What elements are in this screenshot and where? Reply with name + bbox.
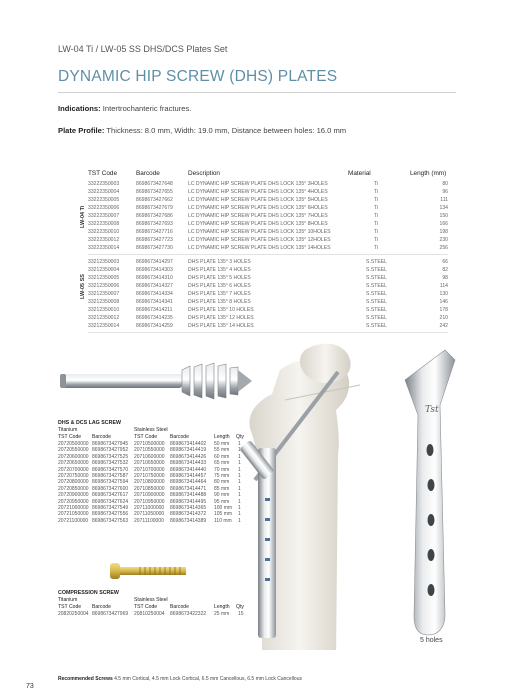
lag-cell-length: 60 mm bbox=[214, 453, 230, 460]
femur-with-plate-image bbox=[239, 344, 360, 650]
lag-cell-ti_bar: 8698673427600 bbox=[92, 485, 129, 492]
lag-cell-ti_code: 20721000000 bbox=[58, 505, 89, 511]
tst-cell-barcode: 8698673427693 bbox=[136, 221, 173, 227]
lag-cell-qty: 1 bbox=[238, 447, 241, 454]
lag-cell-ti_code: 20721100000 bbox=[58, 517, 89, 524]
tst-cell-description: DHS PLATE 135° 5 HOLES bbox=[188, 275, 251, 281]
lag-cell-ss_code: 20710700000 bbox=[134, 466, 165, 473]
tst-cell-length: 178 bbox=[439, 307, 448, 313]
tst-cell-length: 198 bbox=[439, 229, 448, 235]
lag-header-barcode: Barcode bbox=[92, 434, 111, 440]
tst-cell-code: 33222350008 bbox=[88, 221, 120, 227]
tst-cell-material: Ti bbox=[373, 229, 379, 235]
tst-cell-description: DHS PLATE 135° 3 HOLES bbox=[188, 259, 251, 265]
tst-cell-code: 33212350012 bbox=[88, 315, 120, 321]
lag-cell-ti_bar: 8698673427952 bbox=[92, 447, 129, 454]
lag-screw-title: DHS & DCS LAG SCREW bbox=[58, 420, 121, 426]
lag-header-length: Length bbox=[214, 434, 230, 440]
tst-cell-code: 33222350005 bbox=[88, 197, 120, 203]
recommended-screws-line bbox=[58, 676, 302, 682]
lag-cell-ti_code: 20720850000 bbox=[58, 485, 89, 492]
compression-screw-image bbox=[110, 563, 186, 579]
lag-cell-ss_bar: 8698673414389 bbox=[170, 517, 207, 524]
lag-cell-ss_bar: 8698673414471 bbox=[170, 485, 207, 492]
tst-cell-code: 33222350010 bbox=[88, 229, 120, 235]
lag-cell-ss_bar: 8698673414464 bbox=[170, 479, 207, 486]
tst-cell-barcode: 8698673427723 bbox=[136, 237, 173, 243]
tst-cell-barcode: 8698673414235 bbox=[136, 315, 173, 321]
plate-profile-line bbox=[58, 126, 346, 135]
tst-cell-barcode: 8698673414259 bbox=[136, 323, 173, 329]
lag-cell-ti_code: 20721050000 bbox=[58, 511, 89, 518]
comp-length: 25 mm bbox=[214, 611, 230, 617]
plate-profile-text: Thickness: 8.0 mm, Width: 19.0 mm, Distance between holes: 16.0 mm bbox=[106, 126, 347, 135]
tst-cell-barcode: 8698673414327 bbox=[136, 283, 173, 289]
comp-ss-code: 20810250004 bbox=[134, 611, 165, 617]
tst-cell-material: S.STEEL bbox=[366, 299, 387, 305]
lag-cell-ss_code: 20710600000 bbox=[134, 453, 165, 460]
lag-cell-ti_bar: 8698673427617 bbox=[92, 492, 129, 499]
lag-cell-length: 75 mm bbox=[214, 473, 230, 479]
comp-header-barcode: Barcode bbox=[92, 604, 111, 610]
lag-cell-qty: 1 bbox=[238, 492, 241, 499]
tst-header-barcode: Barcode bbox=[136, 170, 160, 177]
tst-header-length: Length (mm) bbox=[410, 170, 447, 177]
lag-material-ss: Stainless Steel bbox=[134, 427, 168, 433]
lag-cell-length: 110 mm bbox=[214, 517, 232, 524]
lag-cell-ss_code: 20711000000 bbox=[134, 505, 165, 511]
lag-cell-ti_bar: 8698673427532 bbox=[92, 460, 129, 467]
recommended-screws-text: 4.5 mm Cortical, 4.5 mm Lock Cortical, 6.5 mm Cancellous, 6.5 mm Lock Cancellous bbox=[114, 676, 302, 682]
lag-cell-ss_bar: 8698673414488 bbox=[170, 492, 207, 499]
tst-cell-material: S.STEEL bbox=[366, 307, 387, 313]
lag-header-code: TST Code bbox=[58, 434, 82, 440]
title-divider bbox=[58, 92, 456, 93]
lag-cell-ti_code: 20720950000 bbox=[58, 498, 89, 505]
tst-cell-barcode: 8698673427716 bbox=[136, 229, 173, 235]
lag-cell-length: 65 mm bbox=[214, 460, 230, 467]
tst-cell-description: DHS PLATE 135° 12 HOLES bbox=[188, 315, 254, 321]
tst-cell-barcode: 8698673414297 bbox=[136, 259, 173, 265]
lag-cell-qty: 1 bbox=[238, 485, 241, 492]
lag-cell-ti_bar: 8698673427563 bbox=[92, 517, 129, 524]
tst-cell-length: 82 bbox=[442, 267, 448, 273]
tst-cell-length: 98 bbox=[442, 275, 448, 281]
tst-cell-barcode: 8698673427686 bbox=[136, 213, 173, 219]
lag-cell-ss_code: 20710500000 bbox=[134, 441, 165, 447]
lag-cell-length: 95 mm bbox=[214, 498, 230, 505]
tst-cell-code: 33222350003 bbox=[88, 181, 120, 187]
lag-cell-ss_code: 20710800000 bbox=[134, 479, 165, 486]
lag-cell-ss_code: 20710550000 bbox=[134, 447, 165, 454]
tst-cell-code: 33222350012 bbox=[88, 237, 120, 243]
lag-cell-ti_code: 20720500000 bbox=[58, 441, 89, 447]
lag-cell-ss_code: 20711050000 bbox=[134, 511, 165, 518]
lag-cell-length: 90 mm bbox=[214, 492, 230, 499]
lag-material-ti: Titanium bbox=[58, 427, 78, 433]
tst-cell-code: 33222350006 bbox=[88, 205, 120, 211]
lag-cell-ss_bar: 8698673414402 bbox=[170, 441, 207, 447]
tst-cell-material: S.STEEL bbox=[366, 283, 387, 289]
tst-cell-length: 242 bbox=[439, 323, 448, 329]
tst-cell-barcode: 8698673414211 bbox=[136, 307, 173, 313]
compression-screw-title: COMPRESSION SCREW bbox=[58, 590, 119, 596]
tst-cell-length: 111 bbox=[440, 197, 448, 203]
lag-header-qty: Qty bbox=[236, 434, 244, 440]
tst-cell-code: 33212350010 bbox=[88, 307, 120, 313]
tst-cell-code: 33212350004 bbox=[88, 267, 120, 273]
lag-cell-length: 50 mm bbox=[214, 441, 230, 447]
tst-cell-description: LC DYNAMIC HIP SCREW PLATE DHS LOCK 135° 12HOLES bbox=[188, 237, 331, 243]
comp-header-length: Length bbox=[214, 604, 230, 610]
tst-header-description: Description bbox=[188, 170, 220, 177]
lag-cell-qty: 1 bbox=[238, 517, 241, 524]
tst-cell-material: S.STEEL bbox=[366, 323, 387, 329]
tst-cell-description: LC DYNAMIC HIP SCREW PLATE DHS LOCK 135° 14HOLES bbox=[188, 245, 331, 251]
lag-cell-ss_bar: 8698673414419 bbox=[170, 447, 207, 454]
tst-cell-material: S.STEEL bbox=[366, 291, 387, 297]
indications-label: Indications: bbox=[58, 104, 101, 113]
tst-cell-material: S.STEEL bbox=[366, 275, 387, 281]
tst-cell-code: 33222350004 bbox=[88, 189, 120, 195]
lag-cell-qty: 1 bbox=[238, 473, 241, 479]
lag-cell-ss_bar: 8698673414426 bbox=[170, 453, 207, 460]
lag-cell-ti_code: 20720800000 bbox=[58, 479, 89, 486]
indications-text: Intertrochanteric fractures. bbox=[102, 104, 192, 113]
lag-cell-qty: 1 bbox=[238, 505, 241, 511]
lag-cell-ss_bar: 8698673414440 bbox=[170, 466, 207, 473]
tst-cell-description: LC DYNAMIC HIP SCREW PLATE DHS LOCK 135° 6HOLES bbox=[188, 205, 328, 211]
lag-cell-ti_code: 20720700000 bbox=[58, 466, 89, 473]
tst-cell-material: S.STEEL bbox=[366, 315, 387, 321]
tst-cell-description: LC DYNAMIC HIP SCREW PLATE DHS LOCK 135° 10HOLES bbox=[188, 229, 331, 235]
indications-line bbox=[58, 104, 191, 113]
figure-caption: 5 holes bbox=[420, 637, 443, 644]
tst-cell-material: S.STEEL bbox=[366, 267, 387, 273]
lag-cell-length: 100 mm bbox=[214, 505, 233, 511]
tst-cell-code: 33212350014 bbox=[88, 323, 120, 329]
tst-cell-description: DHS PLATE 135° 4 HOLES bbox=[188, 267, 251, 273]
lag-cell-ti_code: 20720650000 bbox=[58, 460, 89, 467]
comp-material-ti: Titanium bbox=[58, 597, 78, 603]
tst-cell-description: DHS PLATE 135° 10 HOLES bbox=[188, 307, 254, 313]
lag-cell-qty: 1 bbox=[238, 511, 241, 518]
brand-mark: Tst bbox=[425, 405, 439, 415]
tst-cell-barcode: 8698673427662 bbox=[136, 197, 173, 203]
tst-cell-material: S.STEEL bbox=[366, 259, 387, 265]
lag-cell-length: 85 mm bbox=[214, 485, 230, 492]
plate-profile-label: Plate Profile: bbox=[58, 126, 105, 135]
tst-cell-code: 33222350007 bbox=[88, 213, 120, 219]
lag-cell-length: 70 mm bbox=[214, 466, 230, 473]
lag-cell-qty: 1 bbox=[238, 460, 241, 467]
tst-cell-length: 166 bbox=[439, 221, 448, 227]
tst-header-material: Material bbox=[348, 170, 371, 177]
tst-cell-material: Ti bbox=[373, 181, 379, 187]
lag-cell-length: 55 mm bbox=[214, 447, 230, 454]
lag-cell-qty: 1 bbox=[238, 441, 241, 447]
lag-cell-ti_bar: 8698673427945 bbox=[92, 441, 129, 447]
tst-cell-barcode: 8698673414310 bbox=[136, 275, 173, 281]
tst-cell-description: LC DYNAMIC HIP SCREW PLATE DHS LOCK 135° 4HOLES bbox=[188, 189, 328, 195]
catalog-section-subtitle: LW-04 Ti / LW-05 SS DHS/DCS Plates Set bbox=[58, 44, 228, 54]
lag-cell-ti_bar: 8698673427549 bbox=[92, 505, 129, 511]
tst-cell-code: 33212350005 bbox=[88, 275, 120, 281]
tst-cell-material: Ti bbox=[373, 189, 379, 195]
lag-cell-ti_code: 20720900000 bbox=[58, 492, 89, 499]
tst-cell-description: LC DYNAMIC HIP SCREW PLATE DHS LOCK 135° 3HOLES bbox=[188, 181, 328, 187]
lag-cell-ti_bar: 8698673427594 bbox=[92, 479, 129, 486]
tst-cell-code: 33212350007 bbox=[88, 291, 120, 297]
tst-cell-material: Ti bbox=[373, 205, 379, 211]
lag-header-barcode-ss: Barcode bbox=[170, 434, 189, 440]
lag-cell-ss_bar: 8698673414457 bbox=[170, 473, 207, 479]
lag-cell-ss_bar: 8698673414365 bbox=[170, 505, 207, 511]
tst-cell-code: 33222350014 bbox=[88, 245, 120, 251]
tst-cell-code: 33212350008 bbox=[88, 299, 120, 305]
tst-cell-code: 33212350006 bbox=[88, 283, 120, 289]
recommended-screws-label: Recommended Screws bbox=[58, 676, 113, 682]
page-number: 73 bbox=[26, 683, 34, 690]
tst-cell-material: Ti bbox=[373, 237, 379, 243]
tst-cell-length: 150 bbox=[439, 213, 448, 219]
lag-cell-ti_code: 20720550000 bbox=[58, 447, 89, 454]
lag-cell-ti_bar: 8698673427556 bbox=[92, 511, 129, 518]
lag-header-code-ss: TST Code bbox=[134, 434, 158, 440]
tst-cell-description: LC DYNAMIC HIP SCREW PLATE DHS LOCK 135° 8HOLES bbox=[188, 221, 328, 227]
lag-cell-qty: 1 bbox=[238, 479, 241, 486]
comp-material-ss: Stainless Steel bbox=[134, 597, 168, 603]
comp-header-barcode-ss: Barcode bbox=[170, 604, 189, 610]
tst-cell-barcode: 8698673427655 bbox=[136, 189, 173, 195]
comp-header-code-ss: TST Code bbox=[134, 604, 158, 610]
tst-cell-barcode: 8698673414334 bbox=[136, 291, 173, 297]
lag-cell-qty: 1 bbox=[238, 466, 241, 473]
tst-cell-material: Ti bbox=[373, 197, 379, 203]
lag-cell-ti_bar: 8698673427525 bbox=[92, 453, 129, 460]
tst-cell-length: 134 bbox=[439, 205, 448, 211]
lag-cell-ti_code: 20720600000 bbox=[58, 453, 89, 460]
lag-cell-qty: 1 bbox=[238, 453, 241, 460]
tst-cell-length: 130 bbox=[439, 291, 448, 297]
lag-cell-ss_code: 20710750000 bbox=[134, 473, 165, 479]
lag-cell-ti_bar: 8698673427587 bbox=[92, 473, 129, 479]
tst-cell-description: DHS PLATE 135° 6 HOLES bbox=[188, 283, 251, 289]
tst-cell-barcode: 8698673414341 bbox=[136, 299, 173, 305]
lag-cell-ss_bar: 8698673414372 bbox=[170, 511, 207, 518]
group-label-ti: LW-04 Ti bbox=[80, 205, 86, 228]
tst-cell-barcode: 8698673427648 bbox=[136, 181, 173, 187]
tst-cell-description: DHS PLATE 135° 7 HOLES bbox=[188, 291, 251, 297]
lag-cell-ti_code: 20720750000 bbox=[58, 473, 89, 479]
tst-cell-description: LC DYNAMIC HIP SCREW PLATE DHS LOCK 135° 5HOLES bbox=[188, 197, 328, 203]
lag-cell-ss_code: 20710850000 bbox=[134, 485, 165, 492]
tst-cell-description: DHS PLATE 135° 8 HOLES bbox=[188, 299, 251, 305]
comp-qty: 15 bbox=[238, 611, 244, 617]
tst-cell-barcode: 8698673427730 bbox=[136, 245, 173, 251]
tst-cell-description: LC DYNAMIC HIP SCREW PLATE DHS LOCK 135° 7HOLES bbox=[188, 213, 328, 219]
tst-cell-length: 66 bbox=[442, 259, 448, 265]
tst-cell-length: 230 bbox=[439, 237, 448, 243]
comp-ss-barcode: 8698673422322 bbox=[170, 611, 207, 617]
comp-ti-code: 20820250004 bbox=[58, 611, 89, 617]
comp-header-code: TST Code bbox=[58, 604, 82, 610]
lag-cell-ss_bar: 8698673414495 bbox=[170, 498, 207, 505]
tst-cell-material: Ti bbox=[373, 245, 379, 251]
tst-cell-description: DHS PLATE 135° 14 HOLES bbox=[188, 323, 254, 329]
tst-cell-length: 114 bbox=[439, 283, 448, 289]
group-divider bbox=[88, 254, 448, 255]
lag-cell-ti_bar: 8698673427570 bbox=[92, 466, 129, 473]
lag-cell-ss_bar: 8698673414433 bbox=[170, 460, 207, 467]
lag-cell-length: 80 mm bbox=[214, 479, 230, 486]
lag-cell-ss_code: 20711100000 bbox=[134, 517, 164, 524]
tst-cell-barcode: 8698673427679 bbox=[136, 205, 173, 211]
lag-screw-image bbox=[60, 363, 252, 399]
tst-cell-length: 80 bbox=[442, 181, 448, 187]
lag-cell-qty: 1 bbox=[238, 498, 241, 505]
dhs-plate-image bbox=[405, 350, 455, 635]
lag-cell-ss_code: 20710900000 bbox=[134, 492, 165, 499]
tst-cell-material: Ti bbox=[373, 213, 379, 219]
tst-cell-material: Ti bbox=[373, 221, 379, 227]
lag-cell-ss_code: 20710950000 bbox=[134, 498, 165, 505]
lag-cell-ss_code: 20710650000 bbox=[134, 460, 165, 467]
page-title: DYNAMIC HIP SCREW (DHS) PLATES bbox=[58, 68, 338, 85]
tst-cell-code: 33212350003 bbox=[88, 259, 120, 265]
lag-cell-length: 105 mm bbox=[214, 511, 233, 518]
lag-cell-ti_bar: 8698673427624 bbox=[92, 498, 129, 505]
group-label-ss: LW-05 SS bbox=[80, 274, 86, 299]
tst-cell-length: 210 bbox=[439, 315, 448, 321]
tst-cell-length: 256 bbox=[439, 245, 448, 251]
tst-header-code: TST Code bbox=[88, 170, 118, 177]
comp-header-qty: Qty bbox=[236, 604, 244, 610]
comp-ti-barcode: 8698673427969 bbox=[92, 611, 129, 617]
tst-cell-length: 146 bbox=[439, 299, 448, 305]
tst-cell-barcode: 8698673414303 bbox=[136, 267, 173, 273]
tst-cell-length: 96 bbox=[442, 189, 448, 195]
